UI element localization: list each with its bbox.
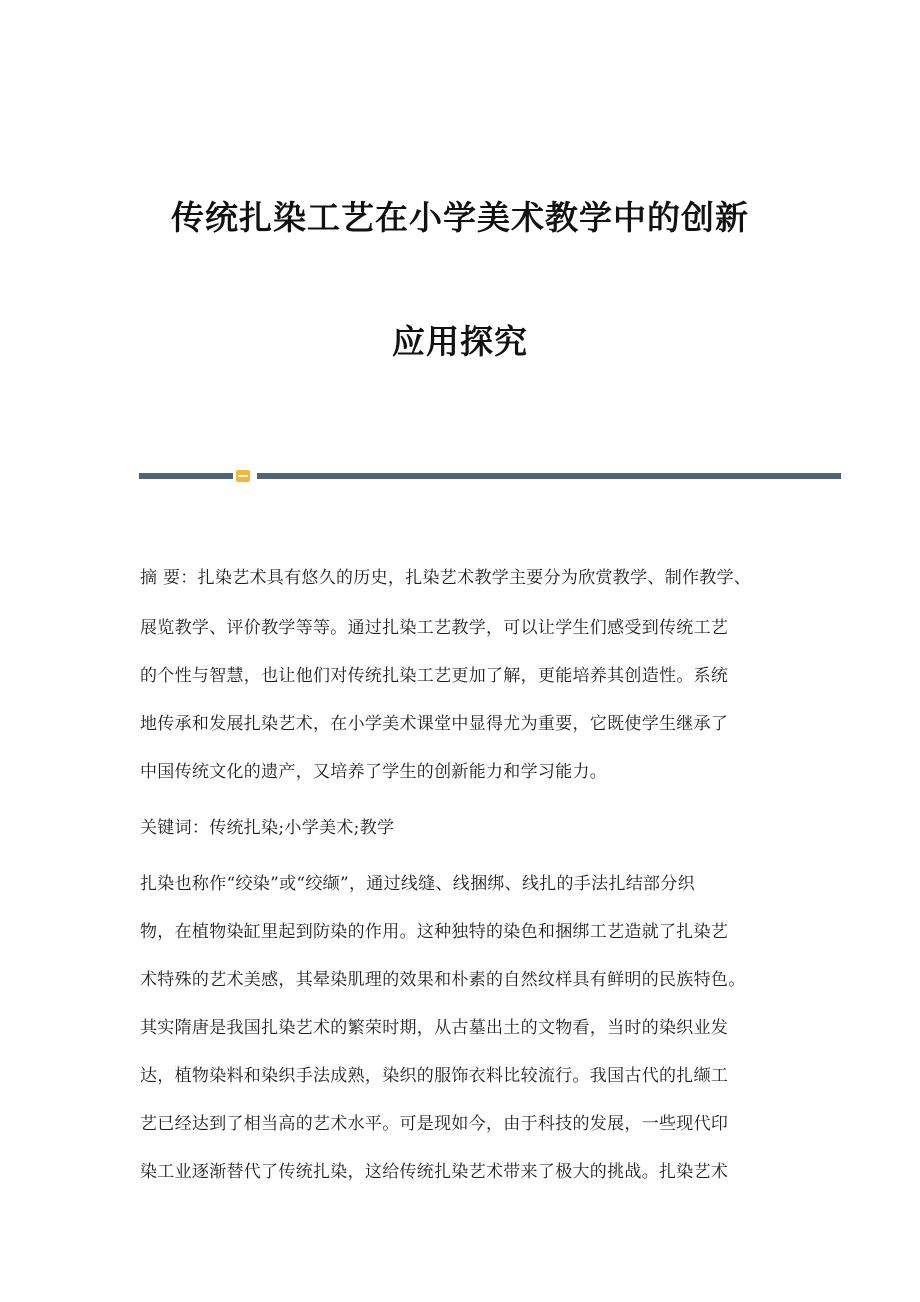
abstract-line: 地传承和发展扎染艺术，在小学美术课堂中显得尤为重要，它既使学生继承了 — [140, 714, 729, 734]
paper-title-line-1: 传统扎染工艺在小学美术教学中的创新 — [171, 198, 749, 237]
title-divider — [139, 470, 841, 482]
divider-bar-right — [257, 473, 841, 479]
abstract-line: 展览教学、评价教学等等。通过扎染工艺教学，可以让学生们感受到传统工艺 — [140, 618, 729, 638]
body-line: 物，在植物染缸里起到防染的作用。这种独特的染色和捆绑工艺造就了扎染艺 — [140, 922, 729, 942]
paper-title-line-2: 应用探究 — [392, 322, 528, 361]
abstract-line: 摘 要：扎染艺术具有悠久的历史，扎染艺术教学主要分为欣赏教学、制作教学、 — [140, 568, 752, 588]
body-line: 染工业逐渐替代了传统扎染，这给传统扎染艺术带来了极大的挑战。扎染艺术 — [140, 1162, 729, 1182]
body-line: 术特殊的艺术美感，其晕染肌理的效果和朴素的自然纹样具有鲜明的民族特色。 — [140, 970, 746, 990]
body-line: 达，植物染料和染织手法成熟，染织的服饰衣料比较流行。我国古代的扎缬工 — [140, 1066, 729, 1086]
keywords-line: 关键词：传统扎染;小学美术;教学 — [140, 818, 395, 838]
abstract-line: 中国传统文化的遗产，又培养了学生的创新能力和学习能力。 — [140, 762, 608, 782]
abstract-line: 的个性与智慧，也让他们对传统扎染工艺更加了解，更能培养其创造性。系统 — [140, 666, 729, 686]
divider-ornament-icon — [236, 470, 250, 482]
body-line: 扎染也称作“绞染”或“绞缬”，通过线缝、线捆绑、线扎的手法扎结部分织 — [140, 874, 695, 894]
body-line: 其实隋唐是我国扎染艺术的繁荣时期，从古墓出土的文物看，当时的染织业发 — [140, 1018, 729, 1038]
divider-bar-left — [139, 473, 233, 479]
body-line: 艺已经达到了相当高的艺术水平。可是现如今，由于科技的发展，一些现代印 — [140, 1114, 729, 1134]
